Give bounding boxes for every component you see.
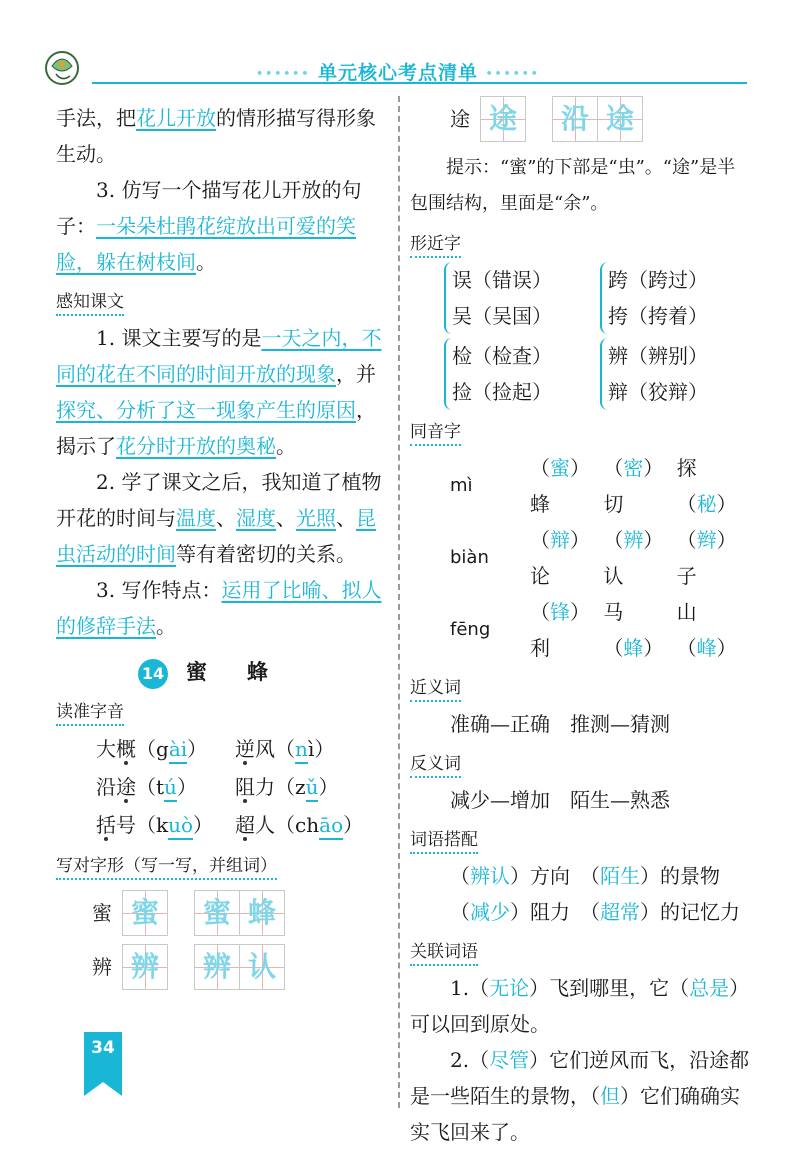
page-header	[0, 0, 800, 100]
flower-logo-icon	[38, 44, 88, 90]
pinyin-item: 阻力（zǔ）	[235, 768, 385, 806]
brace-pair: 辨（辨别） 辩（狡辩）	[600, 338, 708, 410]
pinyin-table	[96, 730, 385, 844]
section-title: 形近字	[410, 228, 750, 260]
column-divider	[398, 96, 400, 1108]
pinyin-item: 沿途（tú）	[96, 768, 235, 806]
char-grid: 辨	[122, 944, 168, 990]
homophone-table	[450, 450, 750, 666]
section-title: 读准字音	[56, 696, 390, 728]
pinyin-item: 超人（chāo）	[235, 806, 385, 844]
lesson-title: 14 蜜蜂	[56, 654, 390, 690]
char-grid: 途	[480, 96, 526, 142]
page-number: 34	[91, 1038, 115, 1058]
char-practice-row: 途 途 沿 途	[450, 96, 750, 142]
pinyin-item: 括号（kuò）	[96, 806, 235, 844]
collocation: （减少）阻力 （超常）的记忆力	[450, 900, 740, 924]
section-title: 关联词语	[410, 936, 750, 968]
section-title: 写对字形（写一写，并组词）	[56, 850, 390, 882]
section-title: 同音字	[410, 416, 750, 448]
brace-pair: 跨（跨过） 挎（挎着）	[600, 262, 708, 334]
paragraph: 1. 课文主要写的是一天之内，不同的花在不同的时间开放的现象，并探究、分析了这一现象产生的原因，揭示了花分时开放的奥秘。	[56, 326, 382, 458]
similar-chars-group	[444, 262, 750, 334]
hint-text: 提示：“蜜”的下部是“虫”。“途”是半包围结构，里面是“余”。	[410, 157, 736, 214]
char-grid: 辨	[194, 944, 240, 990]
paragraph: 手法，把花儿开放的情形描写得形象生动。	[56, 106, 376, 166]
lesson-number: 14	[138, 659, 168, 689]
char-grid: 认	[240, 944, 285, 990]
table-row: biàn （辩）论 （辨）认 （辫）子	[450, 528, 737, 588]
brace-pair: 检（检查） 捡（捡起）	[444, 338, 552, 410]
char-grid: 沿	[552, 96, 598, 142]
collocation: （辨认）方向 （陌生）的景物	[450, 864, 720, 888]
char-grid: 蜂	[240, 890, 285, 936]
paragraph: 2. 学了课文之后，我知道了植物开花的时间与温度、湿度、光照、昆虫活动的时间等有着密切的关系。	[56, 470, 382, 566]
brace-pair: 误（错误） 吴（吴国）	[444, 262, 552, 334]
section-title: 感知课文	[56, 286, 390, 318]
char-grid: 蜜	[122, 890, 168, 936]
section-title: 词语搭配	[410, 824, 750, 856]
paragraph: 2.（尽管）它们逆风而飞，沿途都是一些陌生的景物，（但）它们确确实实飞回来了。	[410, 1048, 750, 1144]
synonyms: 准确—正确 推测—猜测	[450, 712, 670, 736]
section-title: 反义词	[410, 748, 750, 780]
pinyin-item: 逆风（nì）	[235, 730, 385, 768]
similar-chars-group	[444, 338, 750, 410]
antonyms: 减少—增加 陌生—熟悉	[450, 788, 670, 812]
char-grid: 蜜	[194, 890, 240, 936]
paragraph: 1.（无论）飞到哪里，它（总是）可以回到原处。	[410, 976, 750, 1036]
paragraph: 3. 仿写一个描写花儿开放的句子：一朵朵杜鹃花绽放出可爱的笑脸，躲在树枝间。	[56, 178, 362, 274]
table-row: mì （蜜）蜂 （密）切 探（秘）	[450, 456, 737, 516]
char-practice-row: 蜜 蜜 蜜 蜂	[92, 890, 390, 936]
left-column	[56, 100, 390, 998]
pinyin-item: 大概（gài）	[96, 730, 235, 768]
header-title: •••••• 单元核心考点清单 ••••••	[256, 62, 540, 84]
char-practice-row: 辨 辨 辨 认	[92, 944, 390, 990]
section-title: 近义词	[410, 672, 750, 704]
table-row: fēng （锋）利 马（蜂） 山（峰）	[450, 600, 737, 660]
char-grid: 途	[598, 96, 643, 142]
right-column	[410, 88, 750, 1150]
paragraph: 3. 写作特点：运用了比喻、拟人的修辞手法。	[56, 578, 382, 638]
